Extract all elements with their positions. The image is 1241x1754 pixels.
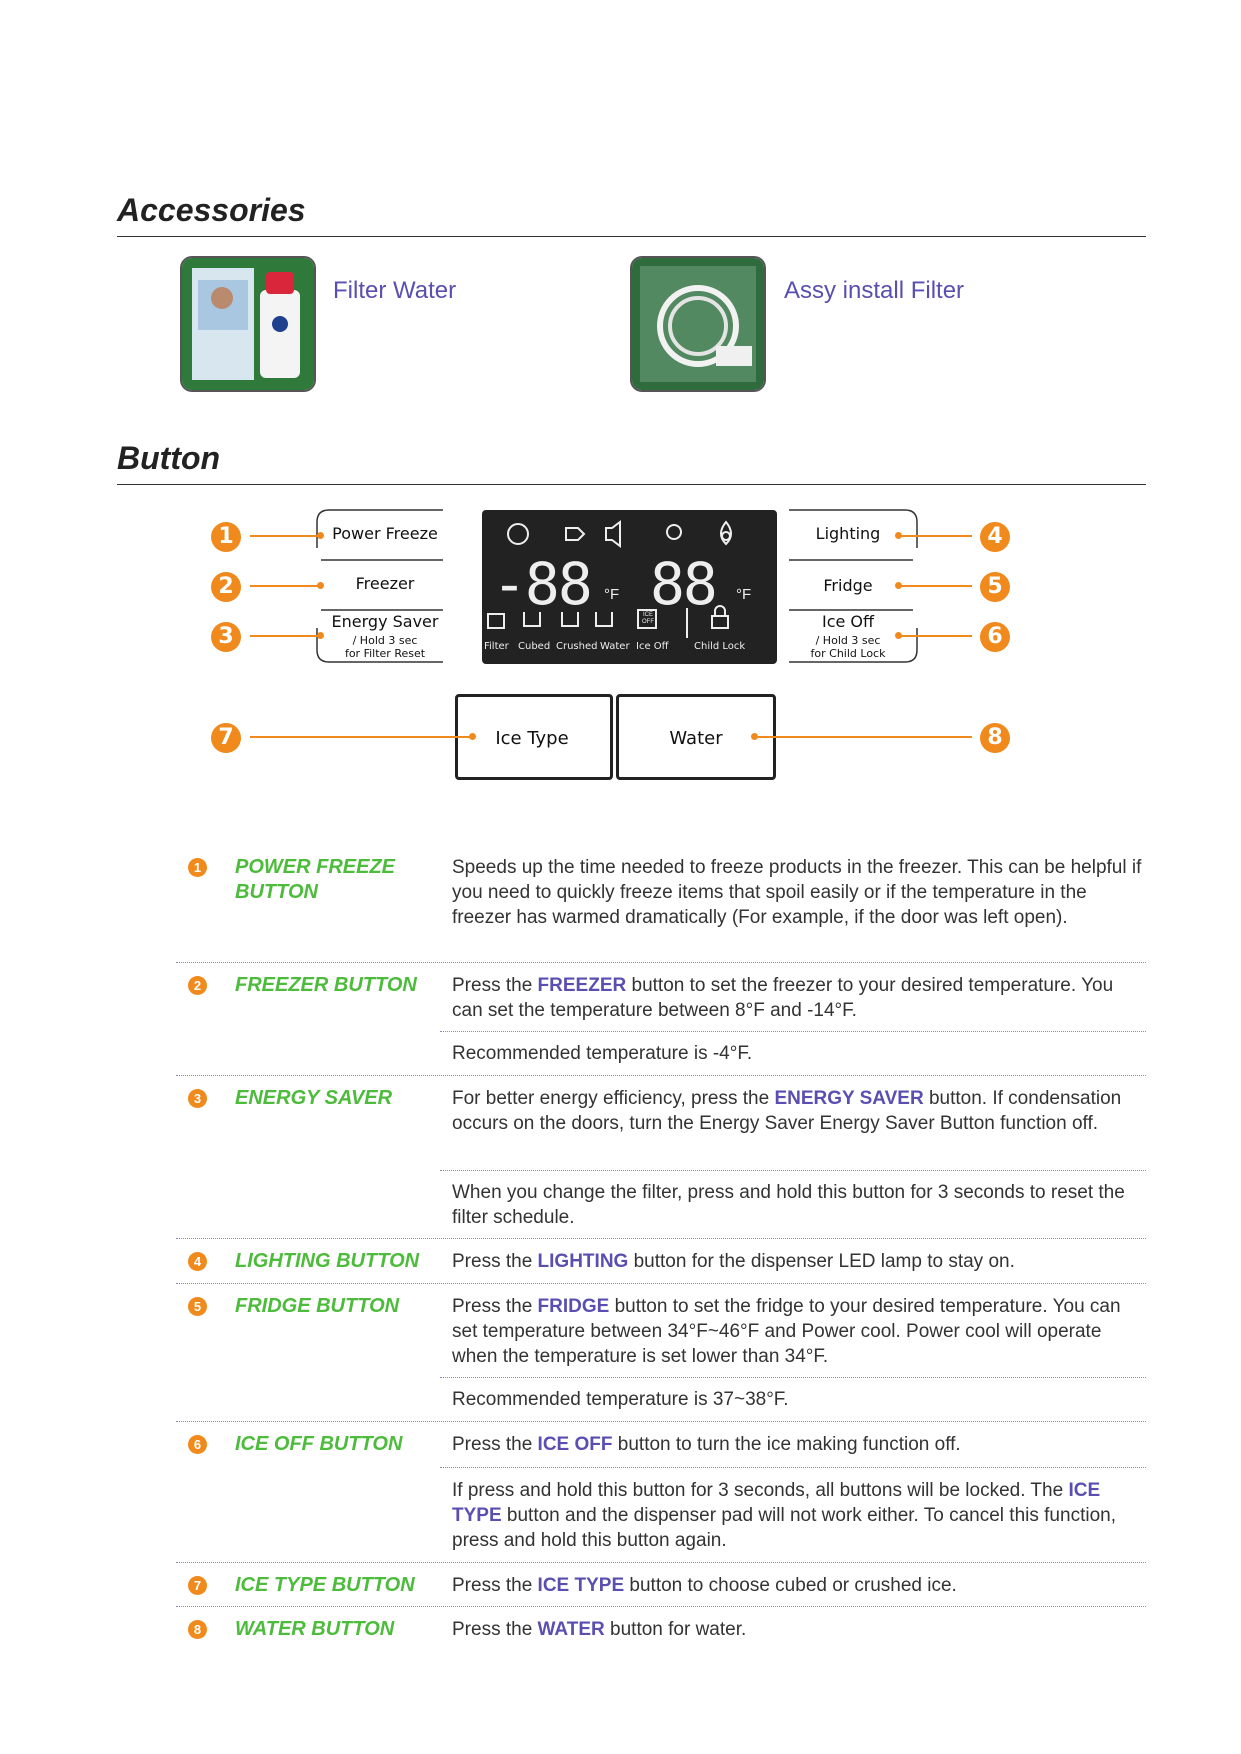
callout-dot-5 <box>895 582 902 589</box>
callout-badge-3: 3 <box>211 622 241 652</box>
power-freeze-label: Power Freeze <box>332 524 438 543</box>
row-text-lighting: Press the LIGHTING button for the dispenser LED lamp to stay on. <box>452 1251 1015 1272</box>
callout-line-4 <box>898 535 972 537</box>
energy-saver-sub-text: for Filter Reset <box>344 647 426 660</box>
assy-install-filter-image <box>632 258 764 390</box>
callout-line-2 <box>250 585 320 587</box>
row-title-energy-saver: ENERGY SAVER <box>235 1087 393 1109</box>
water-label: Water <box>669 728 723 749</box>
row-badge-3: 3 <box>188 1089 207 1108</box>
row-badge-6: 6 <box>188 1435 207 1454</box>
row-badge-8: 8 <box>188 1620 207 1639</box>
lcd-label-crushed: Crushed <box>556 641 598 652</box>
lighting-label: Lighting <box>815 524 881 543</box>
row-separator <box>176 1562 1146 1563</box>
callout-badge-8: 8 <box>980 723 1010 753</box>
ice-off-label: Ice Off <box>821 612 875 631</box>
row-separator <box>176 1421 1146 1422</box>
row-separator <box>176 1606 1146 1607</box>
row-text-water: Press the WATER button for water. <box>452 1619 747 1640</box>
callout-line-7 <box>250 736 472 738</box>
row-sub-separator <box>440 1467 1146 1468</box>
ice-off-icon-text: ICE OFF <box>642 612 654 625</box>
row-text-freezer-recommended: Recommended temperature is -4°F. <box>452 1043 753 1064</box>
callout-badge-1: 1 <box>211 522 241 552</box>
callout-dot-7 <box>469 733 476 740</box>
row-title-lighting: LIGHTING BUTTON <box>235 1250 420 1272</box>
ice-type-label: Ice Type <box>495 728 569 749</box>
row-separator <box>176 962 1146 963</box>
row-title-fridge: FRIDGE BUTTON <box>235 1295 400 1317</box>
filter-water-label: Filter Water <box>333 277 457 304</box>
lcd-label-water: Water <box>600 641 630 652</box>
lcd-label-child-lock: Child Lock <box>694 641 746 652</box>
callout-dot-1 <box>317 532 324 539</box>
fridge-label: Fridge <box>823 576 873 595</box>
row-text-energy-saver-filter-reset: When you change the filter, press and hold this button for 3 seconds to reset the filter schedule. <box>452 1182 1125 1228</box>
callout-dot-3 <box>317 632 324 639</box>
filter-water-image <box>182 258 314 390</box>
callout-badge-2: 2 <box>211 572 241 602</box>
row-badge-5: 5 <box>188 1297 207 1316</box>
row-title-power-freeze: POWER FREEZE BUTTON <box>235 856 396 903</box>
row-separator <box>176 1283 1146 1284</box>
callout-dot-2 <box>317 582 324 589</box>
ice-off-hold-text: / Hold 3 sec <box>815 634 881 647</box>
callout-badge-4: 4 <box>980 522 1010 552</box>
lcd-label-filter: Filter <box>484 641 509 652</box>
callout-dot-8 <box>751 733 758 740</box>
row-text-power-freeze: Speeds up the time needed to freeze products in the freezer. This can be helpful if you need to quickly freeze items that spoil easily or if the temperature in the freezer has warmed dramatically (For example, if the door was left open). <box>452 857 1142 928</box>
freezer-unit: °F <box>604 586 620 603</box>
fridge-unit: °F <box>736 586 752 603</box>
callout-line-3 <box>250 635 320 637</box>
row-text-fridge: Press the FRIDGE button to set the fridge to your desired temperature. You can set temperature between 34°F~46°F and Power cool. Power cool will operate when the temperature is set lower than 34°F. <box>452 1296 1121 1367</box>
callout-badge-7: 7 <box>211 723 241 753</box>
callout-badge-5: 5 <box>980 572 1010 602</box>
callout-line-8 <box>756 736 972 738</box>
row-badge-4: 4 <box>188 1252 207 1271</box>
row-text-ice-type: Press the ICE TYPE button to choose cubed or crushed ice. <box>452 1575 957 1596</box>
lcd-display <box>482 510 777 664</box>
accessories-rule <box>117 236 1146 237</box>
row-sub-separator <box>440 1170 1146 1171</box>
row-text-energy-saver: For better energy efficiency, press the ENERGY SAVER button. If condensation occurs on the doors, turn the Energy Saver Energy Saver Button function off. <box>452 1088 1122 1134</box>
row-title-water: WATER BUTTON <box>235 1618 395 1640</box>
row-title-ice-off: ICE OFF BUTTON <box>235 1433 403 1455</box>
energy-saver-hold-text: / Hold 3 sec <box>352 634 418 647</box>
freezer-temperature-digits: -88 <box>492 550 591 618</box>
row-text-ice-off-child-lock: If press and hold this button for 3 seconds, all buttons will be locked. The ICE TYPE button and the dispenser pad will not work either. To cancel this function, press and hold this button again. <box>452 1480 1116 1551</box>
row-text-fridge-recommended: Recommended temperature is 37~38°F. <box>452 1389 789 1410</box>
row-text-freezer: Press the FREEZER button to set the freezer to your desired temperature. You can set the temperature between 8°F and -14°F. <box>452 975 1114 1021</box>
callout-line-1 <box>250 535 320 537</box>
row-title-ice-type: ICE TYPE BUTTON <box>235 1574 415 1596</box>
callout-dot-6 <box>895 632 902 639</box>
row-separator <box>176 1238 1146 1239</box>
row-sub-separator <box>440 1377 1146 1378</box>
row-badge-2: 2 <box>188 976 207 995</box>
lcd-label-cubed: Cubed <box>518 641 551 652</box>
callout-line-5 <box>898 585 972 587</box>
row-badge-7: 7 <box>188 1576 207 1595</box>
callout-dot-4 <box>895 532 902 539</box>
assy-install-filter-label: Assy install Filter <box>784 277 965 304</box>
callout-line-6 <box>898 635 972 637</box>
button-rule <box>117 484 1146 485</box>
row-title-freezer: FREEZER BUTTON <box>235 974 417 996</box>
fridge-temperature-digits: 88 <box>650 550 716 618</box>
button-heading: Button <box>117 440 221 476</box>
row-separator <box>176 1075 1146 1076</box>
accessories-heading: Accessories <box>117 192 306 228</box>
row-text-ice-off: Press the ICE OFF button to turn the ice making function off. <box>452 1434 961 1455</box>
row-sub-separator <box>440 1031 1146 1032</box>
ice-off-sub-text: for Child Lock <box>810 647 886 660</box>
callout-badge-6: 6 <box>980 622 1010 652</box>
freezer-label: Freezer <box>355 574 415 593</box>
lcd-label-ice-off: Ice Off <box>636 641 669 652</box>
row-badge-1: 1 <box>188 858 207 877</box>
energy-saver-label: Energy Saver <box>331 612 439 631</box>
